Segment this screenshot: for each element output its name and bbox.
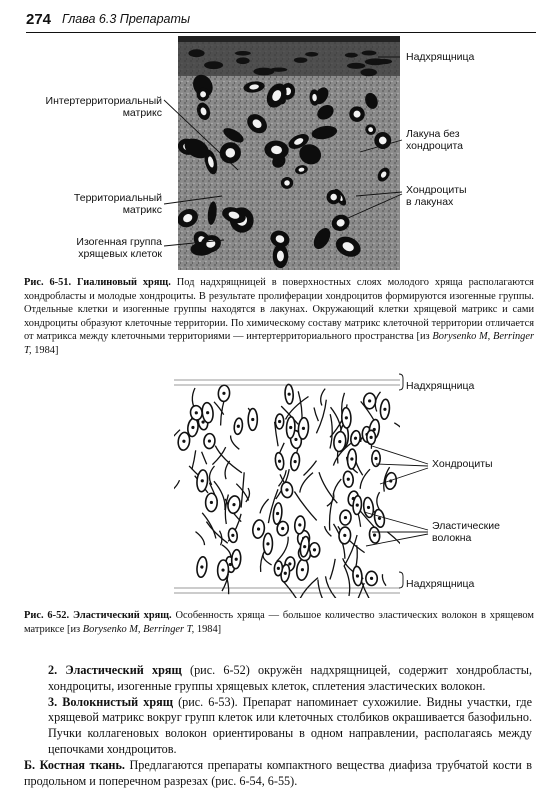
figure2-caption (24, 609, 534, 636)
label-lacuna-without-chondrocyte (406, 128, 463, 152)
label-line: Лакуна без (406, 128, 460, 140)
section-text: Предлагаются препараты компактного вещества диафиза трубчатой кости в продольном и поперечном разрезах (рис. 6-54, 6-55). (24, 757, 533, 788)
item-term: Эластический хрящ (65, 663, 182, 677)
label-line: Территориальный (73, 192, 162, 204)
label-perichondrium: Надхрящница (406, 51, 475, 63)
label-interterritorial-matrix (20, 95, 162, 119)
label-line: матрикс (122, 107, 162, 119)
body-text (24, 663, 532, 789)
label-line: матрикс (122, 204, 162, 216)
label-line: Эластические (432, 520, 500, 532)
caption-source-authors: Borysenko M, Berringer T, (82, 623, 195, 635)
paragraph-fibrous-cartilage (24, 695, 532, 758)
label-perichondrium-top: Надхрящница (406, 380, 475, 392)
label-perichondrium-bottom: Надхрящница (406, 578, 475, 590)
item-term: Волокнистый хрящ (62, 694, 174, 709)
caption-source-authors: Borysenko M, Berringer T, (24, 331, 534, 356)
label-line: Изогенная группа (76, 236, 162, 248)
caption-text: Особенность хряща — большое количество эластических волокон в хрящевом матриксе (24, 610, 534, 635)
label-chondrocytes: Хондроциты (432, 458, 493, 470)
label-chondrocytes-in-lacunae (406, 184, 467, 208)
label-line: Хондроциты (406, 184, 467, 196)
label-territorial-matrix (20, 192, 162, 216)
label-elastic-fibers (432, 520, 500, 544)
caption-title: Эластический хрящ. (72, 610, 172, 621)
item-number: 2. (48, 663, 58, 677)
section-term: Б. Костная ткань. (24, 757, 125, 772)
caption-source-post: 1984] (34, 344, 59, 356)
label-isogenic-group (20, 236, 162, 260)
label-line: Интертерриториальный (45, 95, 162, 107)
caption-source-pre: [из (67, 623, 81, 635)
figure1-caption (24, 276, 534, 358)
caption-ref: Рис. 6-51. (24, 277, 72, 288)
label-line: хрящевых клеток (78, 248, 162, 260)
item-number: 3. (48, 694, 58, 709)
paragraph-bone-tissue (24, 758, 532, 790)
label-line: волокна (432, 532, 472, 544)
chapter-title: Глава 6.3 Препараты (62, 12, 191, 26)
caption-source-pre: [из (416, 331, 430, 343)
caption-title: Гиалиновый хрящ. (77, 277, 171, 288)
caption-source-post: 1984] (196, 623, 222, 635)
label-line: хондроцита (406, 140, 463, 152)
caption-ref: Рис. 6-52. (24, 610, 70, 621)
item-text: (рис. 6-53). Препарат напоминает сухожилие. Видны участки, где хрящевой матрикс вокруг групп клеток или клеточных столбиков окрашивается базофильно. Пучки коллагеновых волокон ориентированы в одном направлении, располагаясь между цепочками хондроцитов. (48, 694, 533, 756)
paragraph-elastic-cartilage (24, 663, 532, 695)
page-number: 274 (26, 11, 52, 28)
caption-text: Под надхрящницей в поверхностных слоях молодого хряща располагаются хондробласты и молодые хондроциты. В результате пролиферации хондроцитов формируются изогенные группы. Отдельные клетки и изогенные группы находятся в лакунах. Окружающий клетки хрящевой матрикс и сами хондроциты образуют клеточные территории. По химическому составу матрикс клеточной территории отличается от матрикса между клеточными территориями — интертерриториального пространства (24, 277, 534, 343)
label-line: в лакунах (406, 196, 454, 208)
item-text: (рис. 6-52) окружён надхрящницей, содержит хондробласты, хондроциты, изогенные группы хрящевых клеток, сплетения эластических волокон. (48, 663, 532, 693)
